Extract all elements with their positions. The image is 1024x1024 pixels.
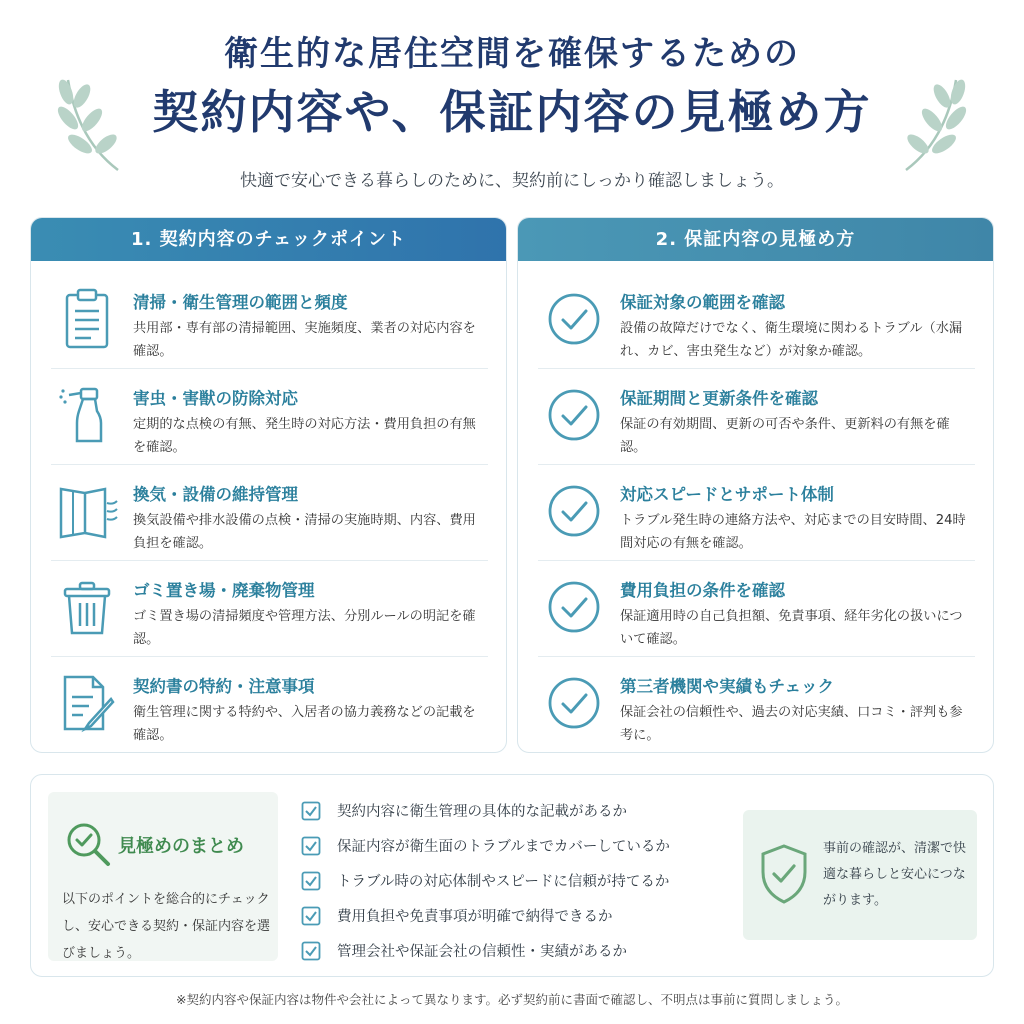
contract-item <box>51 369 488 465</box>
warranty-item <box>538 465 975 561</box>
checklist-item <box>301 933 741 968</box>
item-description: 保証の有効期間、更新の可否や条件、更新料の有無を確認。 <box>620 417 950 455</box>
item-title: 保証対象の範囲を確認 <box>620 293 785 312</box>
warranty-item <box>538 369 975 465</box>
item-title: ゴミ置き場・廃棄物管理 <box>133 581 315 600</box>
contract-item <box>51 465 488 561</box>
checklist-text: 契約内容に衛生管理の具体的な記載があるか <box>337 804 627 820</box>
item-description: 定期的な点検の有無、発生時の対応方法・費用負担の有無を確認。 <box>133 417 476 455</box>
warranty-panel-heading: 2. 保証内容の見極め方 <box>518 218 993 261</box>
item-description: 設備の故障だけでなく、衛生環境に関わるトラブル（水漏れ、カビ、害虫発生など）が対象か確認。 <box>620 321 963 359</box>
summary-message: 事前の確認が、清潔で快適な暮らしと安心につながります。 <box>823 841 967 908</box>
check-circle-icon <box>542 287 606 351</box>
checkbox-checked-icon <box>301 871 321 891</box>
contract-panel-heading: 1. 契約内容のチェックポイント <box>31 218 506 261</box>
checklist-text: トラブル時の対応体制やスピードに信頼が持てるか <box>337 874 670 890</box>
contract-checkpoints-panel <box>30 217 507 753</box>
page-subtitle: 快適で安心できる暮らしのために、契約前にしっかり確認しましょう。 <box>240 171 784 191</box>
item-description: トラブル発生時の連絡方法や、対応までの目安時間、24時間対応の有無を確認。 <box>620 513 966 551</box>
contract-item <box>51 657 488 753</box>
item-description: ゴミ置き場の清掃頻度や管理方法、分別ルールの明記を確認。 <box>133 609 476 647</box>
check-circle-icon <box>542 671 606 735</box>
summary-box <box>30 774 994 977</box>
summary-description: 以下のポイントを総合的にチェックし、安心できる契約・保証内容を選びましょう。 <box>62 892 271 961</box>
document-pen-icon <box>55 671 119 735</box>
page-title-line1: 衛生的な居住空間を確保するための <box>224 34 800 74</box>
window-icon <box>55 479 119 543</box>
trash-can-icon <box>55 575 119 639</box>
checklist-item <box>301 793 741 828</box>
summary-checklist <box>301 793 741 968</box>
checklist-item <box>301 828 741 863</box>
checklist-text: 管理会社や保証会社の信頼性・実績があるか <box>337 944 627 960</box>
checklist-text: 費用負担や免責事項が明確で納得できるか <box>337 909 613 925</box>
check-circle-icon <box>542 479 606 543</box>
item-title: 第三者機関や実績もチェック <box>620 677 835 696</box>
check-circle-icon <box>542 575 606 639</box>
summary-title: 見極めのまとめ <box>118 836 244 857</box>
header <box>0 0 1024 200</box>
checkbox-checked-icon <box>301 941 321 961</box>
contract-item <box>51 273 488 369</box>
summary-intro <box>48 792 278 961</box>
warranty-item <box>538 273 975 369</box>
item-title: 害虫・害獣の防除対応 <box>133 389 298 408</box>
check-circle-icon <box>542 383 606 447</box>
item-title: 換気・設備の維持管理 <box>133 485 298 504</box>
item-description: 衛生管理に関する特約や、入居者の協力義務などの記載を確認。 <box>133 705 476 743</box>
checkbox-checked-icon <box>301 801 321 821</box>
checkbox-checked-icon <box>301 906 321 926</box>
magnifier-check-icon <box>64 820 114 870</box>
item-title: 費用負担の条件を確認 <box>620 581 785 600</box>
checklist-item <box>301 898 741 933</box>
item-description: 共用部・専有部の清掃範囲、実施頻度、業者の対応内容を確認。 <box>133 321 476 359</box>
summary-message-box <box>743 810 977 940</box>
contract-item <box>51 561 488 657</box>
page-title-line2: 契約内容や、保証内容の見極め方 <box>152 85 872 139</box>
checkbox-checked-icon <box>301 836 321 856</box>
item-title: 清掃・衛生管理の範囲と頻度 <box>133 293 348 312</box>
item-description: 保証適用時の自己負担額、免責事項、経年劣化の扱いについて確認。 <box>620 609 963 647</box>
item-title: 対応スピードとサポート体制 <box>620 485 834 504</box>
footnote: ※契約内容や保証内容は物件や会社によって異なります。必ず契約前に書面で確認し、不明点は事前に質問しましょう。 <box>176 992 848 1007</box>
item-title: 保証期間と更新条件を確認 <box>620 389 818 408</box>
item-description: 換気設備や排水設備の点検・清掃の実施時期、内容、費用負担を確認。 <box>133 513 476 551</box>
checklist-item <box>301 863 741 898</box>
clipboard-icon <box>55 287 119 351</box>
warranty-item <box>538 657 975 753</box>
shield-check-icon <box>757 842 811 906</box>
checklist-text: 保証内容が衛生面のトラブルまでカバーしているか <box>337 839 670 855</box>
spray-bottle-icon <box>55 383 119 447</box>
warranty-panel <box>517 217 994 753</box>
warranty-item <box>538 561 975 657</box>
item-title: 契約書の特約・注意事項 <box>133 677 315 696</box>
item-description: 保証会社の信頼性や、過去の対応実績、口コミ・評判も参考に。 <box>620 705 963 743</box>
